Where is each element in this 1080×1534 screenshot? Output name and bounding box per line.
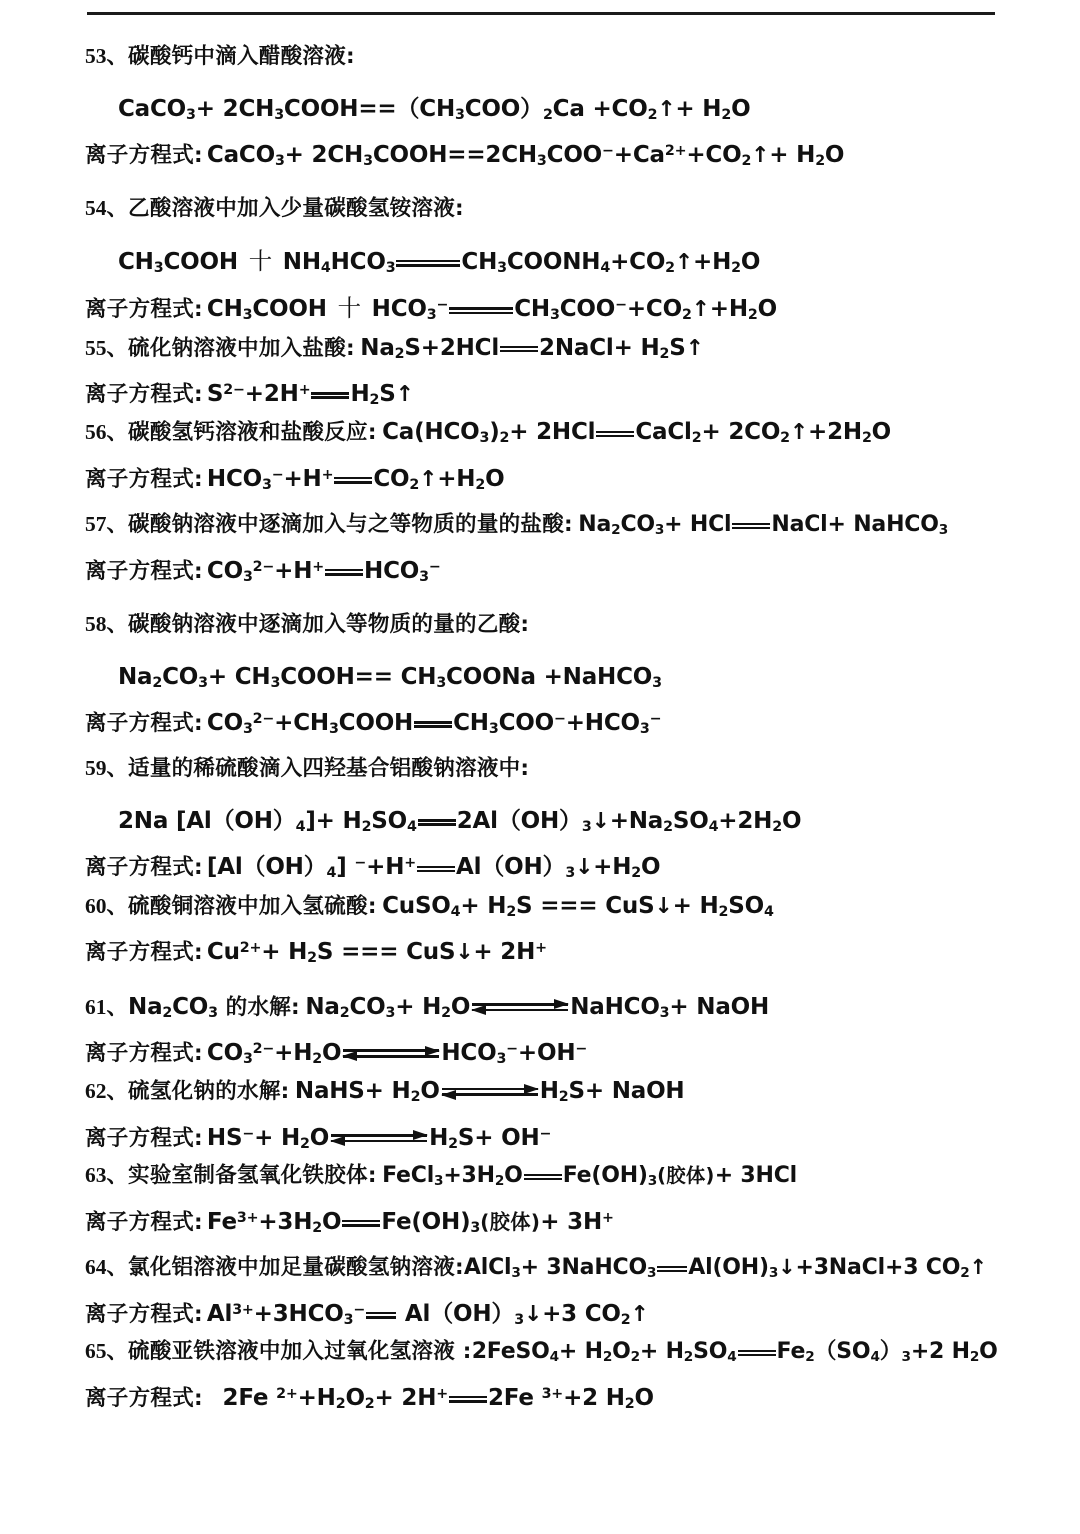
item-heading-55: 55、硫化钠溶液中加入盐酸: $Na_2S+2HCl$ 2NaCl+ $H_2S↑$ xyxy=(85,334,704,362)
item-number-64: 64、 xyxy=(85,1255,129,1280)
item-heading-62: 62、硫氢化钠的水解: NaHS+ $H_2O$ $H_2S+$ NaOH xyxy=(85,1078,685,1106)
ionic-equation-56: 离子方程式: $HCO_3^-+H^+$ $CO_2↑+H_2O$ xyxy=(85,465,505,493)
item-title-61-formula: $Na_2CO_3$ xyxy=(128,993,218,1021)
equation-53: CaCO$_3$+ $2CH_3COOH==(CH_3COO)_2Ca$ $+CO_2↑+ H_2O$ xyxy=(118,95,751,123)
item-title-53: 碳酸钙中滴入醋酸溶液: xyxy=(128,44,355,69)
item-title-57: 碳酸钠溶液中逐滴加入与之等物质的量的盐酸: xyxy=(128,512,573,538)
ionic-equation-63: 离子方程式: $Fe^{3+}+3H_2O$ $Fe(OH)_3$(胶体)+ 3H+ xyxy=(85,1208,614,1236)
ion-equation-label: 离子方程式: xyxy=(85,142,203,168)
ion-equation-label: 离子方程式: xyxy=(85,466,203,492)
ionic-equation-65: 离子方程式: 2Fe $^{2+}+H_2O_2+ 2H^+$ 2Fe $^{3+}$+2 $H_2O$ xyxy=(85,1384,654,1412)
item-number-56: 56、 xyxy=(85,420,129,445)
item-number-58: 58、 xyxy=(85,612,129,637)
item-title-58: 碳酸钠溶液中逐滴加入等物质的量的乙酸: xyxy=(128,612,530,638)
ionic-equation-60: 离子方程式: $Cu^{2+}+ H_2S$ === CuS↓+ 2H+ xyxy=(85,939,547,967)
ion-equation-label: 离子方程式: xyxy=(85,1385,203,1411)
ion-equation-label: 离子方程式: xyxy=(85,711,203,737)
ionic-equation-53: 离子方程式: CaCO$_3$+ $2CH_3COOH==2CH_3COO^-+Ca^{2+}+CO_2↑+ H_2O$ xyxy=(85,141,845,170)
header-divider-rule xyxy=(87,12,995,15)
ionic-equation-57: 离子方程式: $CO_3^{2-}+H^+$ $HCO_3^-$ xyxy=(85,557,441,585)
ion-equation-label: 离子方程式: xyxy=(85,940,203,966)
item-title-54: 乙酸溶液中加入少量碳酸氢铵溶液: xyxy=(128,196,464,222)
item-heading-61: 61、$Na_2CO_3$ 的水解: $Na_2CO_3+ H_2O$ NaHCO$_3$+ NaOH xyxy=(85,993,770,1021)
item-heading-56: 56、碳酸氢钙溶液和盐酸反应: $Ca(HCO_3)_2+ 2HCl$ CaCl$_2$+ $2CO_2↑+2H_2O$ xyxy=(85,419,892,447)
item-heading-64: 64、氯化铝溶液中加足量碳酸氢钠溶液:AlCl$_3$+ 3NaHCO$_3$ $Al(OH)_3↓+3NaCl+3$ $CO_2↑$ xyxy=(85,1255,987,1282)
item-number-59: 59、 xyxy=(85,756,129,781)
ion-equation-label: 离子方程式: xyxy=(85,1125,203,1151)
item-title-61-text: 的水解: xyxy=(217,994,300,1020)
item-heading-65: 65、硫酸亚铁溶液中加入过氧化氢溶液 :2FeSO$_4$+ $H_2O_2+ H_2SO_4$ $Fe_2(SO_4)_3+2$ $H_2O$ xyxy=(85,1339,998,1366)
item-heading-59 xyxy=(85,758,1045,780)
item-number-60: 60、 xyxy=(85,893,129,918)
ion-equation-label: 离子方程式: xyxy=(85,297,203,323)
item-number-62: 62、 xyxy=(85,1079,129,1104)
item-heading-60: 60、硫酸铜溶液中加入氢硫酸: CuSO$_4$+ $H_2S$ === CuS↓+ $H_2SO_4$ xyxy=(85,892,774,920)
item-title-55: 硫化钠溶液中加入盐酸: xyxy=(128,335,355,361)
item-heading-57: 57、碳酸钠溶液中逐滴加入与之等物质的量的盐酸: $Na_2CO_3+$ HCl NaCl+ NaHCO$_3$ xyxy=(85,512,949,539)
equation-59: 2Na $[Al(OH)_4]+ H_2SO_4$ $2Al(OH)_3↓+Na_2SO_4+2H_2O$ xyxy=(118,807,802,836)
item-title-59: 适量的稀硫酸滴入四羟基合铝酸钠溶液中: xyxy=(128,756,530,782)
item-title-63: 实验室制备氢氧化铁胶体: xyxy=(128,1163,377,1189)
item-number-63: 63、 xyxy=(85,1163,129,1188)
ion-equation-label: 离子方程式: xyxy=(85,855,203,881)
item-number-55: 55、 xyxy=(85,335,129,360)
ion-equation-label: 离子方程式: xyxy=(85,1301,203,1327)
ionic-equation-59: 离子方程式: $[Al(OH)_4]$ −+H+ $Al(OH)_3↓+H_2O$ xyxy=(85,854,661,882)
item-number-54: 54、 xyxy=(85,196,129,221)
item-title-56: 碳酸氢钙溶液和盐酸反应: xyxy=(128,420,377,446)
ionic-equation-58: 离子方程式: $CO_3^{2-}+CH_3COOH$ $CH_3COO^-+HCO_3^-$ xyxy=(85,710,662,738)
ionic-equation-61: 离子方程式: $CO_3^{2-}+H_2O$ $HCO_3^-+OH^-$ xyxy=(85,1039,588,1068)
item-heading-58 xyxy=(85,614,1045,636)
ion-equation-label: 离子方程式: xyxy=(85,1209,203,1235)
equation-58: $Na_2CO_3+$ $CH_3COOH==$ $CH_3COONa$ +NaHCO$_3$ xyxy=(118,663,662,691)
ionic-equation-62: 离子方程式: $HS^-+ H_2O$ $H_2S+ OH^-$ xyxy=(85,1124,552,1152)
item-title-65: 硫酸亚铁溶液中加入过氧化氢溶液 : xyxy=(128,1339,472,1365)
ionic-equation-64: 离子方程式: $Al^{3+}+3HCO_3^-$ $Al(OH)_3↓+3$ $CO_2↑$ xyxy=(85,1300,649,1328)
item-number-53: 53、 xyxy=(85,44,129,68)
ion-equation-label: 离子方程式: xyxy=(85,558,203,584)
ionic-equation-54: 离子方程式: $CH_3COOH$ 十 $HCO_3^-$ $CH_3COO^-+CO_2↑+H_2O$ xyxy=(85,294,777,324)
item-number-65: 65、 xyxy=(85,1339,129,1364)
item-number-61: 61、 xyxy=(85,994,129,1019)
ion-equation-label: 离子方程式: xyxy=(85,1040,203,1066)
item-heading-63: 63、实验室制备氢氧化铁胶体: $FeCl_3+3H_2O$ $Fe(OH)_3$(胶体)+ 3HCl xyxy=(85,1163,797,1190)
item-title-62: 硫氢化钠的水解: xyxy=(128,1079,290,1105)
colloid-label-63: (胶体) xyxy=(657,1164,715,1188)
item-heading-53 xyxy=(85,46,1045,68)
item-heading-54 xyxy=(85,198,1045,220)
equation-54: $CH_3COOH$ 十 $NH_4HCO_3$ $CH_3COONH_4+CO_2↑+H_2O$ xyxy=(118,246,761,276)
item-title-60: 硫酸铜溶液中加入氢硫酸: xyxy=(128,893,377,919)
item-title-64: 氯化铝溶液中加足量碳酸氢钠溶液: xyxy=(128,1255,464,1281)
colloid-label-63-ionic: (胶体) xyxy=(480,1209,541,1234)
document-content xyxy=(85,46,1045,1411)
ion-equation-label: 离子方程式: xyxy=(85,381,203,407)
ionic-equation-55: 离子方程式: $S^{2-}+2H^+$ $H_2S↑$ xyxy=(85,380,414,409)
item-number-57: 57、 xyxy=(85,512,129,537)
